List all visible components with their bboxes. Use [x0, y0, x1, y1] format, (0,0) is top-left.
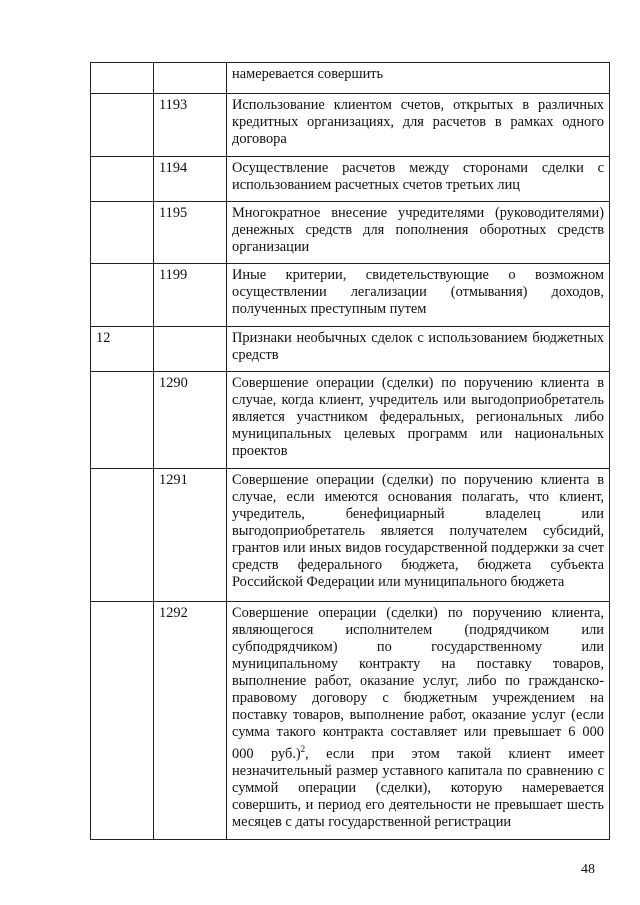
group-cell [91, 157, 154, 202]
description-cell: Совершение операции (сделки) по поручению клиента в случае, если имеются основания полагать, что клиент, учредитель, бенефициарный владелец или выгодоприобретатель является получателем субсидий, грантов или иных видов государственной поддержки за счет средств федерального бюджета, бюджета субъекта Российской Федерации или муниципального бюджета [227, 469, 610, 602]
description-cell: намеревается совершить [227, 63, 610, 94]
table-row [91, 602, 610, 840]
description-cell: Иные критерии, свидетельствующие о возможном осуществлении легализации (отмывания) доходов, полученных преступным путем [227, 264, 610, 327]
table-row [91, 202, 610, 264]
description-text: Совершение операции (сделки) по поручению клиента, являющегося исполнителем (подрядчиком или субподрядчиком) по государственному или муниципальному контракту на поставку товаров, выполнение работ, оказание услуг, либо по гражданско-правовому договору с бюджетным учреждением на поставку товаров, выполнение работ, оказание услуг (если сумма такого контракта составляет или превышает 6 000 000 руб.) [232, 605, 604, 762]
group-cell [91, 94, 154, 157]
description-text-continued: , если при этом такой клиент имеет незначительный размер уставного капитала по сравнению с суммой операции (сделки), которую намеревается совершить, и период его деятельности не превышает шесть месяцев с даты государственной регистрации [232, 745, 604, 830]
description-cell: Многократное внесение учредителями (руководителями) денежных средств для пополнения оборотных средств организации [227, 202, 610, 264]
table-row [91, 469, 610, 602]
group-cell [91, 202, 154, 264]
footnote-marker: 2 [300, 744, 306, 754]
description-cell: Совершение операции (сделки) по поручению клиента в случае, когда клиент, учредитель или выгодоприобретатель является участником федеральных, региональных либо муниципальных целевых программ или национальных проектов [227, 372, 610, 469]
code-cell: 1291 [154, 469, 227, 602]
description-cell: Признаки необычных сделок с использованием бюджетных средств [227, 327, 610, 372]
table-row [91, 327, 610, 372]
code-cell: 1193 [154, 94, 227, 157]
group-cell [91, 63, 154, 94]
table-row [91, 264, 610, 327]
description-cell: Осуществление расчетов между сторонами сделки с использованием расчетных счетов третьих лиц [227, 157, 610, 202]
code-cell: 1290 [154, 372, 227, 469]
group-cell [91, 264, 154, 327]
group-cell [91, 602, 154, 840]
group-cell [91, 469, 154, 602]
criteria-table [90, 62, 610, 840]
code-cell: 1199 [154, 264, 227, 327]
description-cell: Использование клиентом счетов, открытых в различных кредитных организациях, для расчетов в рамках одного договора [227, 94, 610, 157]
code-cell: 1194 [154, 157, 227, 202]
code-cell: 1195 [154, 202, 227, 264]
group-cell: 12 [91, 327, 154, 372]
code-cell [154, 63, 227, 94]
table-row [91, 94, 610, 157]
table-row [91, 157, 610, 202]
description-cell [227, 602, 610, 840]
page-number: 48 [581, 862, 595, 877]
code-cell: 1292 [154, 602, 227, 840]
group-cell [91, 372, 154, 469]
code-cell [154, 327, 227, 372]
table-row [91, 63, 610, 94]
table-row [91, 372, 610, 469]
